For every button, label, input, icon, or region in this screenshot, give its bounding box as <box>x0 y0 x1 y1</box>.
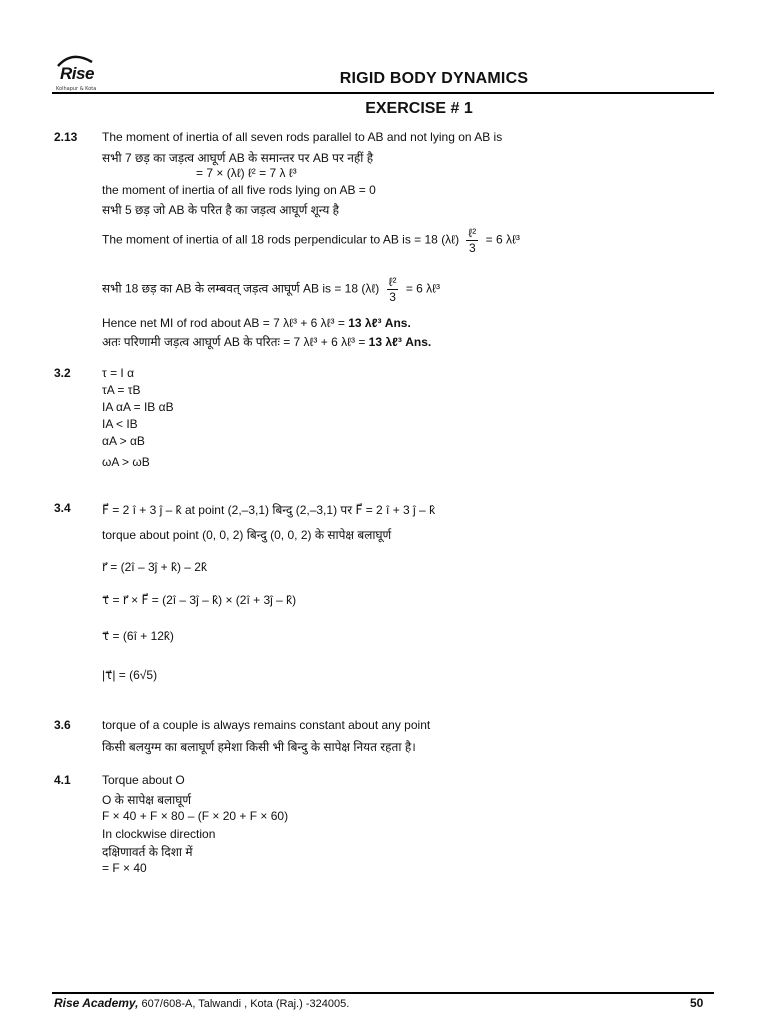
footer-divider <box>52 992 714 994</box>
q213-line-7: सभी 18 छड़ का AB के लम्बवत् जड़त्व आघूर्ण AB is = 18 (λℓ) $\frac{\text{ℓ²}}{3}$ = 6 λℓ³ <box>102 275 441 304</box>
q34-line-6: |τ⃗| = (6√5) <box>102 668 158 682</box>
q213-line-8: Hence net MI of rod about AB = 7 λℓ³ + 6 λℓ³ = 13 λℓ³ Ans. <box>102 316 411 330</box>
q41-line: Torque about O <box>102 773 185 787</box>
q213-line-5: सभी 5 छड़ जो AB के परित है का जड़त्व आघूर्ण शून्य है <box>102 203 340 217</box>
question-number-3-4: 3.4 <box>54 501 71 515</box>
page-number: 50 <box>690 996 704 1010</box>
q41-line: दक्षिणावर्त के दिशा में <box>102 845 193 859</box>
q41-line: = F × 40 <box>102 861 147 875</box>
q32-line: τA = τB <box>102 383 141 397</box>
q34-line-3: r⃗ = (2î – 3ĵ + k̂) – 2k̂ <box>102 560 207 574</box>
q34-line-2: torque about point (0, 0, 2) बिन्दु (0, 0, 2) के सापेक्ष बलाघूर्ण <box>102 528 392 542</box>
q32-line: IA < IB <box>102 417 138 431</box>
q41-line: F × 40 + F × 80 – (F × 20 + F × 60) <box>102 809 289 823</box>
q34-line-4: τ⃗ = r⃗ × F⃗ = (2î – 3ĵ – k̂) × (2î + 3ĵ – k̂) <box>102 593 297 607</box>
q213-line-2: सभी 7 छड़ का जड़त्व आघूर्ण AB के समान्तर पर AB पर नहीं है <box>102 151 374 165</box>
footer-brand: Rise Academy, <box>54 996 139 1010</box>
q32-line: τ = I α <box>102 366 135 380</box>
q36-line-2: किसी बलयुग्म का बलाघूर्ण हमेशा किसी भी बिन्दु के सापेक्ष नियत रहता है। <box>102 740 416 754</box>
answer: 13 λℓ³ Ans. <box>348 316 411 330</box>
answer: 13 λℓ³ Ans. <box>368 335 432 349</box>
q32-line: ωA > ωB <box>102 455 150 469</box>
header-divider <box>52 92 714 94</box>
question-number-3-6: 3.6 <box>54 718 71 732</box>
question-number-4-1: 4.1 <box>54 773 71 787</box>
q213-line-9: अतः परिणामी जड़त्व आघूर्ण AB के परितः = 7 λℓ³ + 6 λℓ³ = 13 λℓ³ Ans. <box>102 335 432 349</box>
q213-line-1: The moment of inertia of all seven rods parallel to AB and not lying on AB is <box>102 130 503 144</box>
exercise-heading: EXERCISE # 1 <box>365 100 473 117</box>
q41-line: O के सापेक्ष बलाघूर्ण <box>102 793 192 807</box>
logo-text: Rise <box>60 64 94 83</box>
question-number-2-13: 2.13 <box>54 130 78 144</box>
q32-line: αA > αB <box>102 434 145 448</box>
question-number-3-2: 3.2 <box>54 366 71 380</box>
q213-line-6: The moment of inertia of all 18 rods perpendicular to AB is = 18 (λℓ) $\frac{\text{ℓ²}}{3}$ = 6 λℓ³ <box>102 226 520 255</box>
q34-line-5: τ⃗ = (6î + 12k̂) <box>102 629 174 643</box>
q34-line-1: F⃗ = 2 î + 3 ĵ – k̂ at point (2,–3,1) बिन्दु (2,–3,1) पर F⃗ = 2 î + 3 ĵ – k̂ <box>102 503 436 517</box>
logo-tagline: Kolhapur & Kota <box>56 86 97 92</box>
q32-line: IA αA = IB αB <box>102 400 174 414</box>
q213-line-3: = 7 × (λℓ) ℓ² = 7 λ ℓ³ <box>196 166 297 180</box>
q36-line-1: torque of a couple is always remains constant about any point <box>102 718 431 732</box>
q213-line-4: the moment of inertia of all five rods lying on AB = 0 <box>102 183 376 197</box>
fraction: $\frac{\text{ℓ²}}{3}$ <box>388 275 397 304</box>
q41-line: In clockwise direction <box>102 827 216 841</box>
page-title: RIGID BODY DYNAMICS <box>339 70 529 87</box>
fraction: $\frac{\text{ℓ²}}{3}$ <box>468 226 477 255</box>
footer-address: Rise Academy, 607/608-A, Talwandi , Kota (Raj.) -324005. <box>54 996 350 1010</box>
